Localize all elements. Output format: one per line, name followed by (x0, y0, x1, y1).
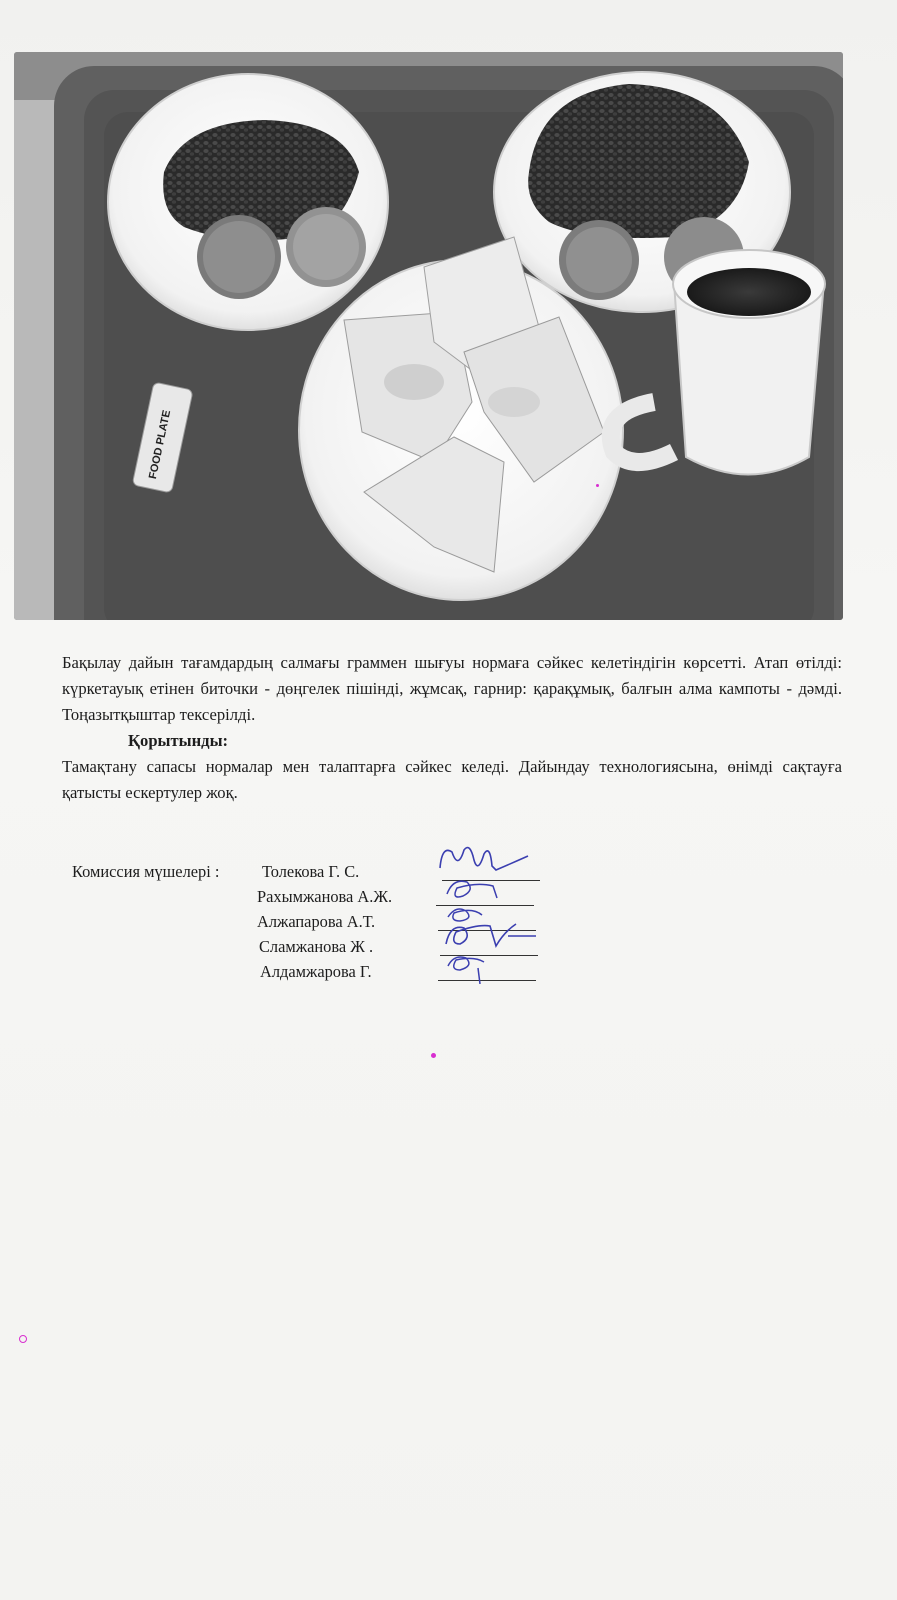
member-name: Алдамжарова Г. (260, 962, 372, 981)
conclusion-paragraph: Тамақтану сапасы нормалар мен талаптарға сәйкес келеді. Дайындау технологиясына, өнімді сақтауға қатысты ескертулер жоқ. (62, 757, 842, 802)
food-tray-photo (14, 52, 843, 620)
tray-label: FOOD PLATE (146, 409, 174, 481)
observation-paragraph: Бақылау дайын тағамдардың салмағы граммен шығуы нормаға сәйкес келетіндігін көрсетті. Атап өтілді: күркетауық етінен биточки - дөңгелек пішінді, жұмсақ, гарнир: қарақұмық, балғын алма кампоты - дәмді. Тоңазытқыштар тексерілді. (62, 653, 842, 724)
commission-label: Комиссия мүшелері : (72, 862, 220, 881)
member-name: Сламжанова Ж . (259, 937, 374, 956)
marker-dot (19, 1335, 27, 1343)
report-body (62, 650, 842, 806)
conclusion-heading: Қорытынды: (128, 731, 229, 750)
commission-signatures (72, 862, 592, 992)
member-name: Алжапарова А.Т. (257, 912, 376, 931)
handwritten-signature (438, 946, 568, 984)
member-name: Толекова Г. С. (262, 862, 360, 881)
marker-dot (596, 484, 599, 487)
marker-dot (431, 1053, 436, 1058)
member-name: Рахымжанова А.Ж. (257, 887, 393, 906)
